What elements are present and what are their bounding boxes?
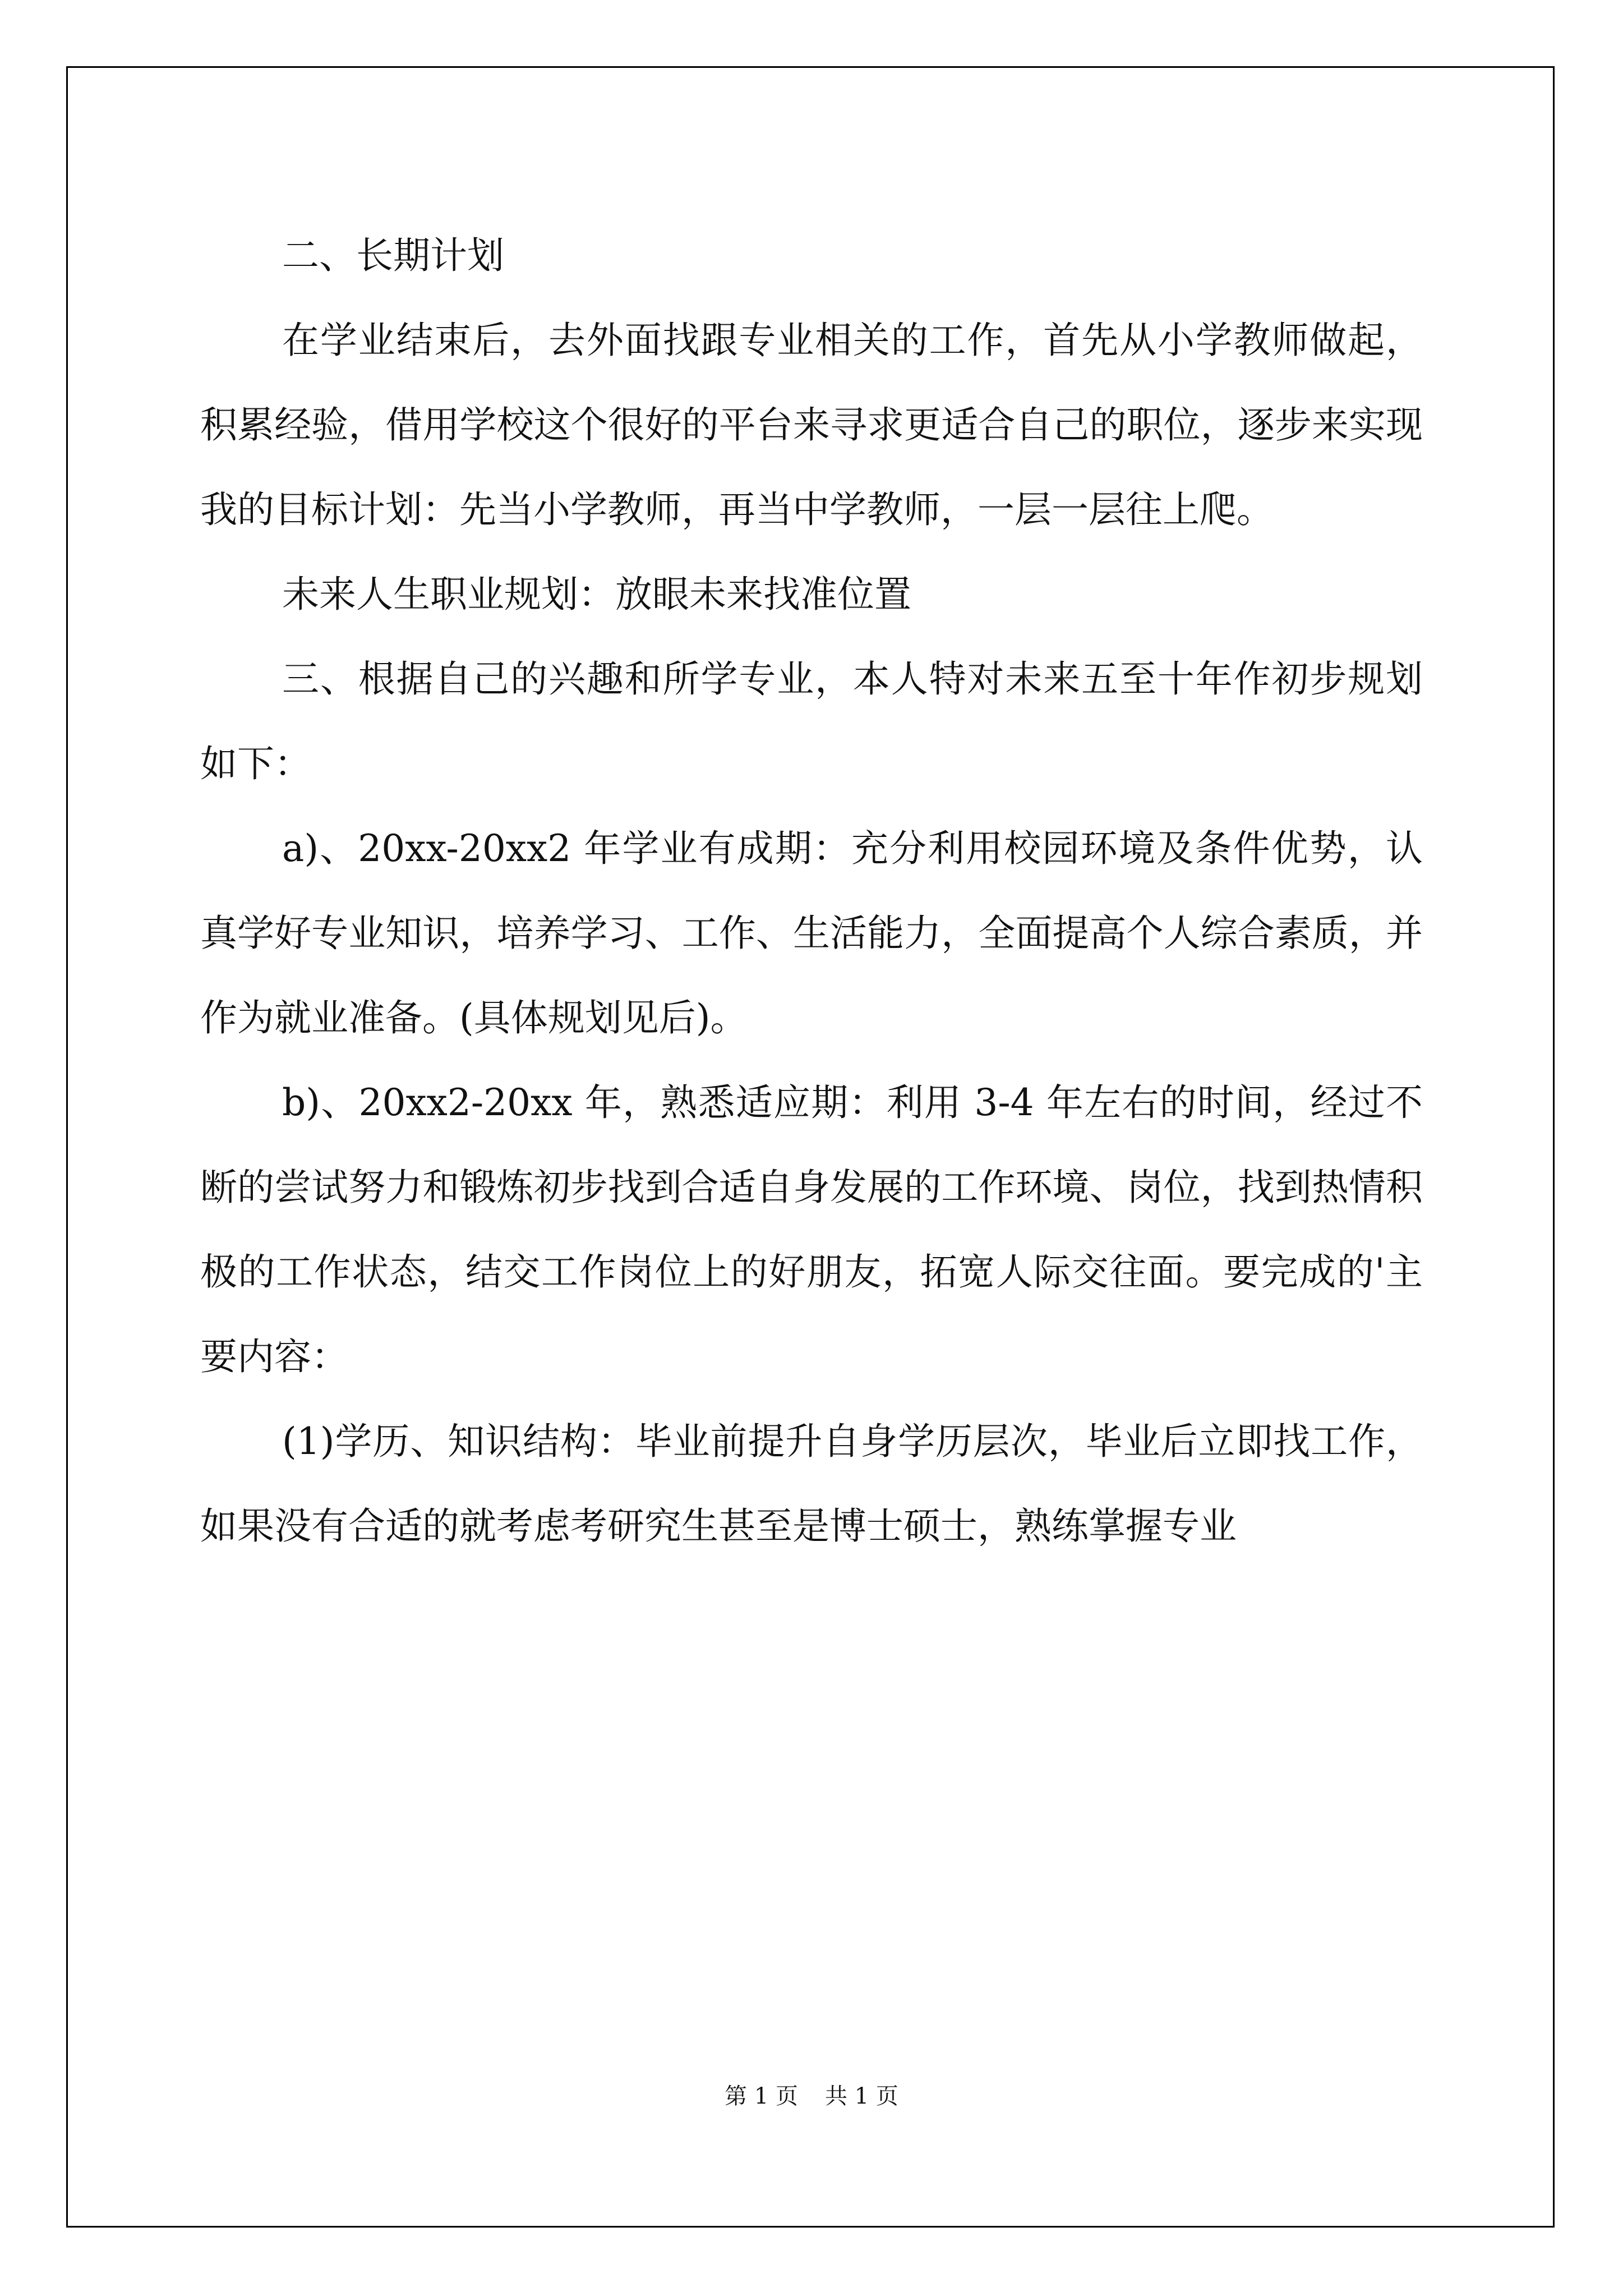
paragraph-education-structure: (1)学历、知识结构：毕业前提升自身学历层次，毕业后立即找工作，如果没有合适的就考虑考研究生甚至是博士硕士，熟练掌握专业 bbox=[200, 1420, 1423, 1548]
page-footer bbox=[0, 2078, 1623, 2110]
subheading-future-career: 未来人生职业规划：放眼未来找准位置 bbox=[282, 573, 911, 616]
page-total: 共 1 页 bbox=[825, 2083, 898, 2109]
document-body bbox=[200, 213, 1423, 1568]
section-heading-five-to-ten-years: 三、根据自己的兴趣和所学专业，本人特对未来五至十年作初步规划如下： bbox=[200, 657, 1423, 785]
paragraph-phase-b: b)、20xx2-20xx 年，熟悉适应期：利用 3-4 年左右的时间，经过不断的尝试努力和锻炼初步找到合适自身发展的工作环境、岗位，找到热情积极的工作状态，结交工作岗位上的好朋友，拓宽人际交往面。要完成的'主要内容： bbox=[200, 1081, 1423, 1378]
page-number: 第 1 页 bbox=[725, 2083, 798, 2109]
section-heading-long-term-plan: 二、长期计划 bbox=[282, 234, 504, 277]
paragraph-phase-a: a)、20xx-20xx2 年学业有成期：充分利用校园环境及条件优势，认真学好专业知识，培养学习、工作、生活能力，全面提高个人综合素质，并作为就业准备。(具体规划见后)。 bbox=[200, 827, 1423, 1039]
paragraph-after-graduation: 在学业结束后，去外面找跟专业相关的工作，首先从小学教师做起，积累经验，借用学校这个很好的平台来寻求更适合自己的职位，逐步来实现我的目标计划：先当小学教师，再当中学教师，一层一层往上爬。 bbox=[200, 319, 1423, 531]
